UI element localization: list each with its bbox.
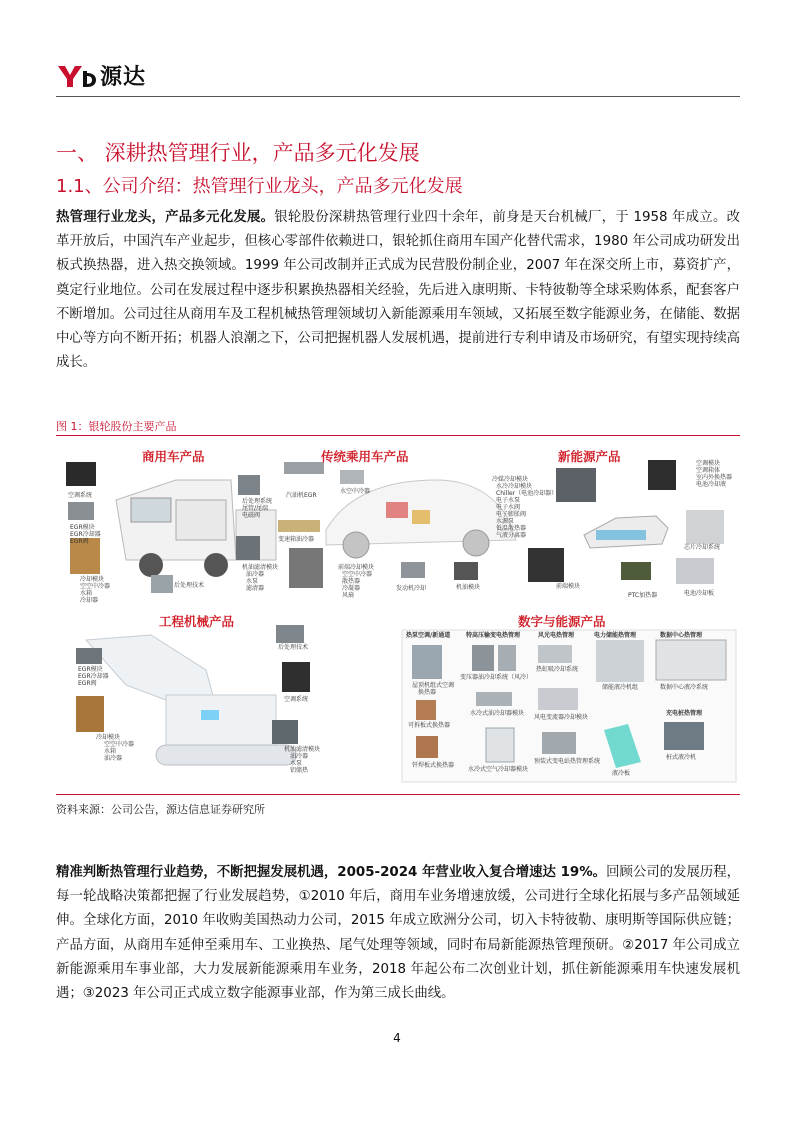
ac-system-thumb — [66, 462, 96, 486]
aftertreat-system-thumb — [238, 475, 260, 495]
plate-hx-thumb — [416, 700, 436, 720]
intro-paragraph — [56, 206, 740, 375]
brazed-hx-thumb — [416, 736, 438, 758]
label: 电池冷却液 — [696, 481, 727, 488]
intro-lead: 热管理行业龙头，产品多元化发展。 — [56, 210, 275, 225]
label: 水源泵 — [496, 518, 515, 525]
label: EGR冷却器 — [78, 673, 109, 680]
yd-logo-icon — [56, 63, 98, 89]
oil-filter-thumb — [236, 536, 260, 560]
label: 屋顶机组式空调 — [412, 682, 455, 689]
label: 水泵 — [290, 760, 303, 767]
company-logo — [56, 60, 146, 91]
label: EGR阀 — [78, 680, 97, 687]
label: 散热器 — [342, 578, 361, 585]
section-heading: 一、 深耕热管理行业，产品多元化发展 — [56, 141, 420, 165]
rooftop-ac-thumb — [412, 645, 442, 679]
history-body: 回顾公司的发展历程，每一轮战略决策都把握了行业发展趋势，①2010 年后，商用车业务增速放缓，公司进行全球化拓展与多产品领域延伸。全球化方面，2010 年收购美国热动力公司，2015 年成立欧洲分公司，切入卡特彼勒、康明斯等国际供应链；产品方面，从商用车延伸至乘用车、工业换热、尾气处理等领域，同时布局新能源热管理预研。②2017 年公司成立新能源乘用车事业部，大力发展新能源乘用车业务，2018 年起公布二次创业计划，抓住新能源乘用车快速发展机遇；③2023 年公司正式成立数字能源事业部，作为第三成长曲线。 — [56, 865, 741, 1002]
label: 热虹吸冷却系统 — [536, 666, 579, 673]
intercooler-thumb — [340, 470, 364, 484]
label: 电磁阀 — [242, 512, 261, 519]
logo-text: 源达 — [100, 65, 147, 90]
egr-gas-thumb — [284, 462, 324, 474]
label: EGR冷却器 — [70, 531, 101, 538]
front-end-module-thumb — [528, 548, 564, 582]
label: 油冷器 — [104, 755, 123, 762]
label: 风扇 — [342, 592, 355, 599]
label: 芯片冷却系统 — [684, 544, 721, 551]
label: 油冷器 — [246, 571, 265, 578]
label: 水冷式油冷却器模块 — [470, 710, 525, 717]
label: 冷媒冷却模块 — [492, 476, 529, 483]
passenger-car-title: 传统乘用车产品 — [321, 449, 409, 464]
label: 电子膨胀阀 — [496, 511, 527, 518]
subsection-heading: 1.1、公司介绍：热管理行业龙头，产品多元化发展 — [56, 176, 463, 197]
label: 水空中冷器 — [340, 488, 371, 495]
aftertreatment-thumb — [151, 575, 173, 593]
label: 数据中心热管理 — [660, 632, 703, 639]
label: 空空中冷器 — [104, 741, 135, 748]
figure-source: 资料来源：公司公告，源达信息证券研究所 — [56, 803, 265, 816]
history-lead: 精准判断热管理行业趋势，不断把握发展机遇，2005-2024 年营业收入复合增速达 19%。 — [56, 865, 607, 880]
commercial-vehicle-title: 商用车产品 — [142, 449, 205, 464]
label: 钎焊板式换热器 — [412, 762, 455, 769]
label: 前端模块 — [556, 583, 581, 590]
label: 水冷冷却模块 — [496, 483, 533, 490]
data-center-thumb — [656, 640, 726, 680]
label: 电子水阀 — [496, 504, 521, 511]
label: 前端冷却模块 — [338, 564, 375, 571]
label: 桩式液冷机 — [666, 754, 697, 761]
label: 水箱 — [104, 748, 117, 755]
product-figure — [56, 440, 740, 790]
label: 冷却模块 — [80, 576, 105, 583]
label: 电力储能热管理 — [594, 632, 637, 639]
label: 风电变流器冷却模块 — [534, 714, 589, 721]
battery-plate-thumb — [676, 558, 714, 584]
coolant-module-thumb — [556, 468, 596, 502]
label: 换热器 — [418, 689, 437, 696]
label: 数据中心液冷系统 — [660, 684, 709, 691]
label: 后处理技术 — [278, 644, 309, 651]
label: 冷凝器 — [342, 585, 361, 592]
storage-cooler-thumb — [596, 640, 644, 682]
label: 空空中冷器 — [80, 583, 111, 590]
label: 预装式变电站热管理系统 — [534, 758, 601, 765]
figure-bottom-rule — [56, 794, 740, 795]
label: 变速箱油冷器 — [278, 536, 315, 543]
figure-top-rule — [56, 435, 740, 436]
label: 可拆板式换热器 — [408, 722, 451, 729]
page-header — [56, 58, 740, 97]
ptc-heater-thumb — [621, 562, 651, 580]
page-number: 4 — [393, 1031, 401, 1045]
label: 后处理系统 — [242, 498, 273, 505]
label: EGR模块 — [70, 524, 95, 531]
label: 冷却器 — [80, 597, 99, 604]
oil-filter-eq-thumb — [272, 720, 298, 744]
label: 空调箱体 — [696, 467, 721, 474]
label: 水冷式空气冷却器模块 — [468, 766, 529, 773]
label: 风光电热管理 — [538, 632, 575, 639]
label: 发动机冷却 — [396, 585, 427, 592]
label: 液冷板 — [612, 770, 631, 777]
water-air-cooler-thumb — [486, 728, 514, 762]
ac-module-thumb — [648, 460, 676, 490]
egr-module-thumb — [68, 502, 94, 520]
wind-cooler-thumb — [538, 645, 572, 663]
engine-cooler-thumb — [401, 562, 425, 578]
ac-eq-thumb — [282, 662, 310, 692]
label: 电池冷却板 — [684, 590, 715, 597]
label: 室内外换热器 — [696, 474, 733, 481]
label: 冷却模块 — [96, 734, 121, 741]
label: 机油模块 — [456, 584, 481, 591]
front-module-thumb — [289, 548, 323, 588]
label: 空空中冷器 — [342, 571, 373, 578]
label: 充电桩热管理 — [666, 710, 703, 717]
wind-converter-thumb — [538, 688, 578, 710]
nev-title: 新能源产品 — [558, 449, 621, 464]
history-paragraph — [56, 861, 740, 1006]
label: 特高压输变电热管理 — [466, 632, 521, 639]
construction-machinery-title: 工程机械产品 — [159, 614, 235, 629]
oil-module-thumb — [454, 562, 478, 580]
label: Chiller（电池冷却器） — [496, 490, 558, 497]
aftertreat-eq-thumb — [276, 625, 304, 643]
label: 热泵空调/新通道 — [406, 632, 451, 639]
label: 电子水泵 — [496, 497, 521, 504]
label: 水泵 — [246, 578, 259, 585]
transformer-cooler-thumb — [472, 645, 494, 671]
label: 后处理技术 — [174, 582, 205, 589]
label: 空调系统 — [68, 492, 93, 499]
label: 油冷器 — [290, 753, 309, 760]
oil-cooler-module-thumb — [476, 692, 512, 706]
label: 储能液冷机组 — [602, 684, 639, 691]
label: 水箱 — [80, 590, 93, 597]
digital-energy-title: 数字与能源产品 — [518, 614, 606, 629]
transmission-cooler-thumb — [278, 520, 320, 532]
charger-thermal-thumb — [664, 722, 704, 750]
label: 滤清器 — [246, 585, 265, 592]
label: EGR阀 — [70, 538, 89, 545]
substation-thumb — [542, 732, 576, 754]
chip-cooling-thumb — [686, 510, 724, 544]
egr-eq-thumb — [76, 648, 102, 664]
figure-title: 图 1：银轮股份主要产品 — [56, 420, 177, 433]
label: PTC加热器 — [628, 592, 658, 599]
label: 机油滤清模块 — [242, 564, 279, 571]
label: 铝储热 — [290, 767, 309, 774]
label: 气液分离器 — [496, 532, 527, 539]
label: 机油滤清模块 — [284, 746, 321, 753]
label: 尾管/尾端 — [242, 505, 269, 512]
label: EGR模块 — [78, 666, 103, 673]
label: 变压器油冷却系统（风冷） — [460, 674, 533, 681]
intro-body: 银轮股份深耕热管理行业四十余年，前身是天台机械厂，于 1958 年成立。改革开放后，中国汽车产业起步，但核心零部件依赖进口，银轮抓住商用车国产化替代需求，1980 年公司成功研发出板式换热器，进入热交换领域。1999 年公司改制并正式成为民营股份制企业，2007 年在深交所上市，募资扩产，奠定行业地位。公司在发展过程中逐步积累换热器相关经验，先后进入康明斯、卡特彼勒等全球采购体系，配套客户不断增加。公司过往从商用车及工程机械热管理领域切入新能源乘用车领域，又拓展至数字能源业务，在储能、数据中心等方向不断开拓；机器人浪潮之下，公司把握机器人发展机遇，提前进行专利申请及市场研究，有望实现持续高成长。 — [56, 210, 740, 371]
label: 空调系统 — [284, 696, 309, 703]
label: 低温散热器 — [496, 525, 527, 532]
label: 空调模块 — [696, 460, 721, 467]
label: 汽油机EGR — [286, 492, 317, 499]
cooling-eq-thumb — [76, 696, 104, 732]
